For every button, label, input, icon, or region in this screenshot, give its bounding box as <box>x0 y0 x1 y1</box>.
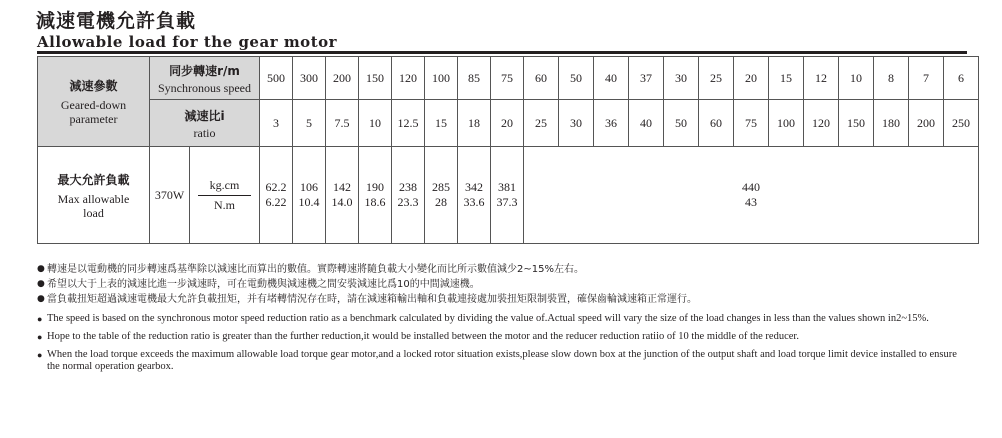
bullet-icon: ● <box>37 279 45 289</box>
load-value-cell <box>260 147 293 244</box>
speed-cell: 50 <box>559 57 594 100</box>
load-value-cell <box>392 147 425 244</box>
speed-cell: 100 <box>425 57 458 100</box>
load-value-cell <box>326 147 359 244</box>
load-row <box>38 147 979 244</box>
notes-section <box>37 262 967 373</box>
ratio-cell: 150 <box>839 100 874 147</box>
load-nm: 28 <box>435 195 447 209</box>
allowable-load-table <box>37 56 979 244</box>
load-value-cell <box>359 147 392 244</box>
load-nm: 14.0 <box>331 195 353 209</box>
ratio-cell: 10 <box>359 100 392 147</box>
load-kgcm: 381 <box>498 180 516 194</box>
load-kgcm: 142 <box>333 180 351 194</box>
speed-cell: 8 <box>874 57 909 100</box>
ratio-cell: 60 <box>699 100 734 147</box>
speed-cell: 200 <box>326 57 359 100</box>
power-cell: 370W <box>150 147 190 244</box>
speed-cell: 60 <box>524 57 559 100</box>
ratio-cell: 250 <box>944 100 979 147</box>
note-zh-text: 希望以大于上表的減速比進一步減速時，可在電動機與減速機之間安裝減速比爲10的中間減速機。 <box>47 279 480 290</box>
ratio-cell: 40 <box>629 100 664 147</box>
ratio-label-en: ratio <box>193 125 216 140</box>
ratio-cell: 120 <box>804 100 839 147</box>
ratio-cell: 12.5 <box>392 100 425 147</box>
load-nm: 23.3 <box>397 195 419 209</box>
load-kgcm: 285 <box>432 180 450 194</box>
speed-cell: 7 <box>909 57 944 100</box>
speed-row <box>38 57 979 100</box>
title-chinese: 減速電機允許負載 <box>36 10 197 32</box>
load-value-cell <box>491 147 524 244</box>
load-value-merged-cell <box>524 147 979 244</box>
ratio-row <box>38 100 979 147</box>
speed-cell: 10 <box>839 57 874 100</box>
note-en-text: Hope to the table of the reduction ratio is greater than the further reduction,it would be installed between the motor and the reducer reduction ratiio of 10 the middle of the reducer. <box>47 331 799 342</box>
speed-label-en: Synchronous speed <box>158 80 251 95</box>
note-zh-item <box>37 292 967 307</box>
ratio-cell: 15 <box>425 100 458 147</box>
ratio-cell: 50 <box>664 100 699 147</box>
note-zh-text: 當負載扭矩超過減速電機最大允許負載扭矩，并有堵轉情況存在時，請在減速箱輸出軸和負載連接處加裝扭矩限制裝置，確保齒輪減速箱正常運行。 <box>47 294 697 305</box>
unit-cell <box>190 147 260 244</box>
bullet-icon: ● <box>37 332 43 342</box>
load-nm: 33.6 <box>463 195 485 209</box>
note-en-item <box>37 331 967 343</box>
load-label-cell <box>38 147 150 244</box>
load-kgcm: 190 <box>366 180 384 194</box>
bullet-icon: ● <box>37 294 45 304</box>
load-nm: 37.3 <box>496 195 518 209</box>
ratio-cell: 36 <box>594 100 629 147</box>
load-kgcm: 238 <box>399 180 417 194</box>
speed-cell: 40 <box>594 57 629 100</box>
speed-cell: 25 <box>699 57 734 100</box>
load-value-cell <box>458 147 491 244</box>
speed-label-zh: 同步轉速r/m <box>169 63 240 78</box>
unit-nm: N.m <box>214 197 235 212</box>
speed-cell: 300 <box>293 57 326 100</box>
load-kgcm: 342 <box>465 180 483 194</box>
speed-cell: 6 <box>944 57 979 100</box>
load-nm: 43 <box>745 195 757 209</box>
speed-cell: 30 <box>664 57 699 100</box>
bullet-icon: ● <box>37 264 45 274</box>
note-zh-item <box>37 277 967 292</box>
load-nm: 18.6 <box>364 195 386 209</box>
unit-kgcm: kg.cm <box>198 178 251 196</box>
bullet-icon: ● <box>37 314 43 324</box>
speed-cell: 37 <box>629 57 664 100</box>
speed-label-cell <box>150 57 260 100</box>
ratio-cell: 180 <box>874 100 909 147</box>
ratio-cell: 200 <box>909 100 944 147</box>
speed-cell: 20 <box>734 57 769 100</box>
speed-cell: 120 <box>392 57 425 100</box>
note-en-text: The speed is based on the synchronous motor speed reduction ratio as a benchmark calculated by dividing the value of.Actual speed will vary the size of the load changes in less than the values shown in2~15%. <box>47 313 929 324</box>
title-underline <box>37 51 967 54</box>
ratio-cell: 5 <box>293 100 326 147</box>
speed-cell: 75 <box>491 57 524 100</box>
load-label-en: Max allowable load <box>57 191 130 220</box>
load-kgcm: 106 <box>300 180 318 194</box>
ratio-cell: 20 <box>491 100 524 147</box>
ratio-cell: 100 <box>769 100 804 147</box>
load-value-cell <box>425 147 458 244</box>
speed-cell: 500 <box>260 57 293 100</box>
ratio-cell: 18 <box>458 100 491 147</box>
param-label-en: Geared-down parameter <box>60 98 127 126</box>
speed-cell: 15 <box>769 57 804 100</box>
ratio-cell: 75 <box>734 100 769 147</box>
note-en-item <box>37 349 967 373</box>
load-kgcm: 440 <box>742 180 760 194</box>
note-zh-item <box>37 262 967 277</box>
ratio-cell: 7.5 <box>326 100 359 147</box>
ratio-label-cell <box>150 100 260 147</box>
ratio-cell: 25 <box>524 100 559 147</box>
ratio-cell: 30 <box>559 100 594 147</box>
load-kgcm: 62.2 <box>265 180 287 194</box>
speed-cell: 85 <box>458 57 491 100</box>
ratio-cell: 3 <box>260 100 293 147</box>
speed-cell: 150 <box>359 57 392 100</box>
ratio-label-zh: 減速比i <box>184 108 225 123</box>
load-label-zh: 最大允許負載 <box>57 172 130 187</box>
note-en-item <box>37 313 967 325</box>
note-zh-text: 轉速是以電動機的同步轉速爲基準除以減速比而算出的數值。實際轉速將隨負載大小變化而比所示數值減少2~15%左右。 <box>47 264 584 275</box>
speed-cell: 12 <box>804 57 839 100</box>
title-english: Allowable load for the gear motor <box>37 33 338 51</box>
note-en-text: When the load torque exceeds the maximum allowable load torque gear motor,and a locked rotor situation exists,please slow down box at the junction of the output shaft and load torque limit device installed to ensure the normal operation gearbox. <box>47 349 957 372</box>
param-label-cell <box>38 57 150 147</box>
bullet-icon: ● <box>37 350 43 360</box>
load-value-cell <box>293 147 326 244</box>
param-label-zh: 減速參數 <box>69 79 118 93</box>
load-nm: 10.4 <box>298 195 320 209</box>
load-nm: 6.22 <box>265 195 287 209</box>
